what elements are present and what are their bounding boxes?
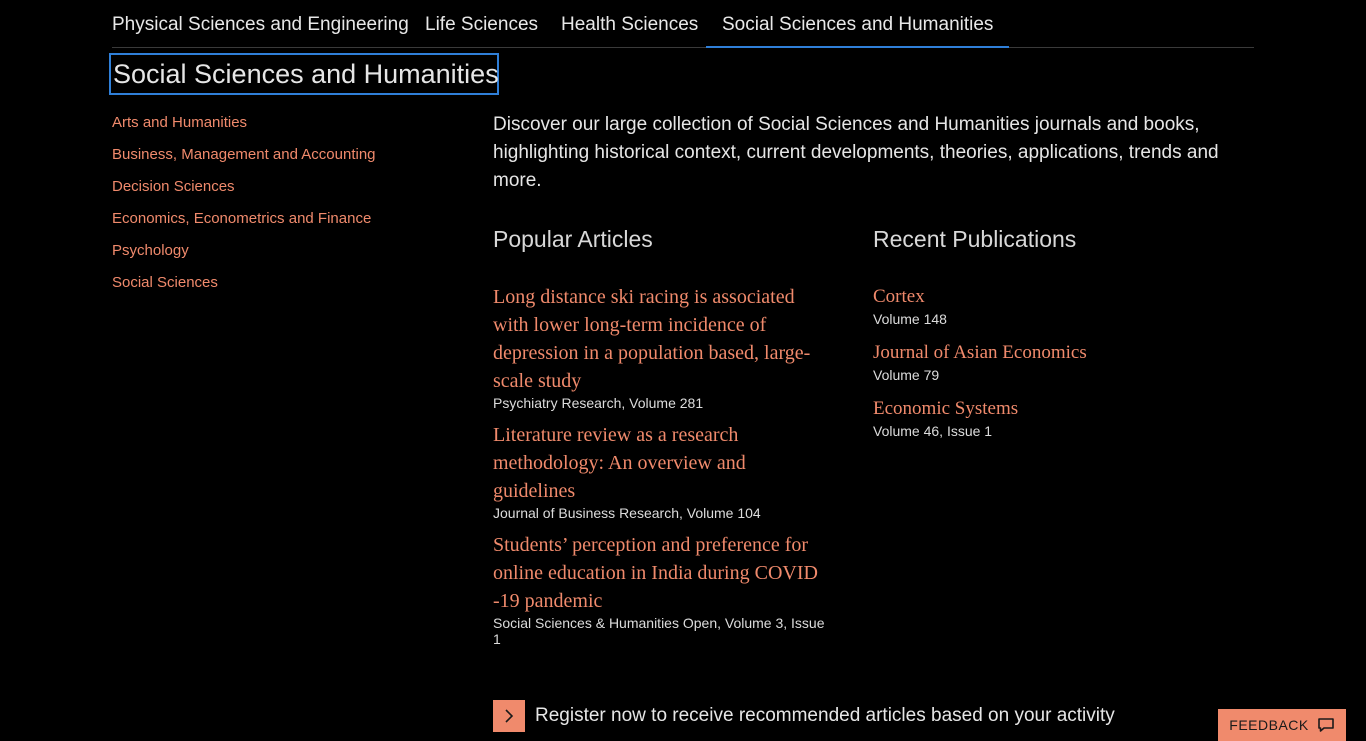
popular-articles-list [493,283,828,657]
feedback-label: FEEDBACK [1229,717,1309,733]
article-title-link[interactable]: Long distance ski racing is associated with lower long-term incidence of depression in a population based, large-scale study [493,286,811,392]
register-text: Register now to receive recommended articles based on your activity [535,705,1115,726]
tab-life-sciences[interactable]: Life Sciences [425,14,539,35]
list-item [873,395,1233,439]
sidebar-item-arts-humanities[interactable]: Arts and Humanities [112,114,248,131]
chevron-right-icon [503,708,515,724]
speech-bubble-icon [1317,717,1335,733]
publication-link[interactable]: Cortex [873,286,925,307]
page-title: Social Sciences and Humanities [109,53,499,95]
list-item [493,283,828,411]
subject-tabs [112,0,1254,48]
recent-publications-heading: Recent Publications [873,226,1077,252]
tab-social-sciences[interactable]: Social Sciences and Humanities [722,0,993,47]
sidebar-item-business[interactable]: Business, Management and Accounting [112,146,376,163]
sidebar-item-decision-sciences[interactable]: Decision Sciences [112,178,235,195]
sidebar-item-social-sciences[interactable]: Social Sciences [112,274,218,291]
popular-articles-heading: Popular Articles [493,226,653,252]
intro-text: Discover our large collection of Social Sciences and Humanities journals and books, highlighting historical context, current developments, theories, applications, trends and more. [493,114,1219,191]
tab-physical-sciences[interactable]: Physical Sciences and Engineering [112,14,409,35]
article-title-link[interactable]: Literature review as a research methodology: An overview and guidelines [493,424,746,502]
article-source: Psychiatry Research, Volume 281 [493,395,704,411]
list-item [493,531,828,647]
subject-sidebar [112,112,376,304]
list-item [873,283,1233,327]
register-prompt [493,700,1115,732]
publication-link[interactable]: Economic Systems [873,398,1019,419]
publication-volume: Volume 46, Issue 1 [873,423,993,439]
publication-volume: Volume 79 [873,367,940,383]
sidebar-item-psychology[interactable]: Psychology [112,242,189,259]
register-button[interactable] [493,700,525,732]
article-source: Journal of Business Research, Volume 104 [493,505,761,521]
list-item [493,421,828,521]
sidebar-item-economics[interactable]: Economics, Econometrics and Finance [112,210,372,227]
recent-publications-list [873,283,1233,451]
list-item [873,339,1233,383]
publication-volume: Volume 148 [873,311,947,327]
publication-link[interactable]: Journal of Asian Economics [873,342,1087,363]
article-title-link[interactable]: Students’ perception and preference for online education in India during COVID -19 pandemic [493,534,818,612]
tab-health-sciences[interactable]: Health Sciences [561,14,699,35]
feedback-button[interactable] [1218,709,1346,741]
article-source: Social Sciences & Humanities Open, Volume 3, Issue 1 [493,615,825,647]
